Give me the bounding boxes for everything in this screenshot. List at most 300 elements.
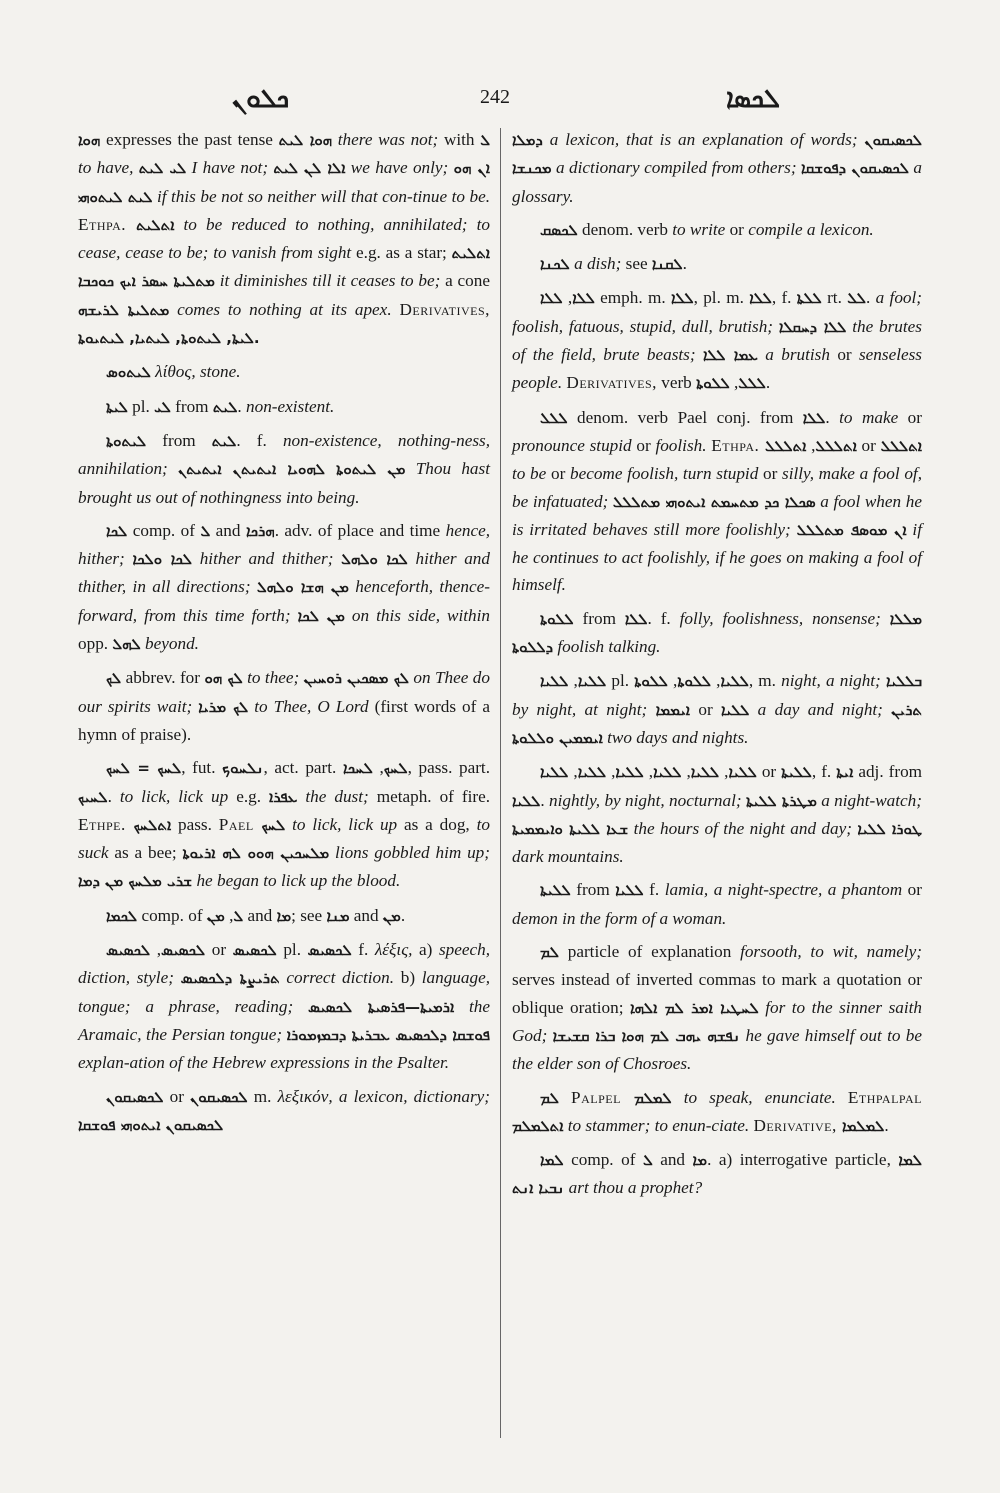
entry-text: to be reduced to nothing, annihilated; to cease, cease to be; to vanish from sight [78,214,490,263]
syriac-word: ܐܬܠܝܬ [451,244,490,263]
entry-text: . [884,1115,889,1135]
syriac-word: ܠܟܣܝܩܘܢ [190,1087,248,1106]
syriac-word: ܠ [642,1151,653,1170]
entry-text: to suck [78,814,490,863]
syriac-word: ܠܩܢܐ [651,255,683,274]
syriac-word: ܠܚܝܟ [78,787,108,806]
entry-text: folly, foolishness, nonsense; [679,608,890,628]
entry-text: it diminishes till it ceases to be; [214,271,446,291]
entry-text: , [562,288,573,308]
entry-text: on this side, within [344,605,491,625]
syriac-word: ܠܟܡܐ [106,906,138,925]
entry-text: or [856,435,881,455]
syriac-word: ܐܬܠܚܟ [125,815,172,834]
dictionary-entry [512,876,922,932]
entry-text: , [372,758,384,778]
entry-text: Ethpe. [78,814,126,834]
syriac-word: ܠܠܝܐ [577,672,607,691]
syriac-word: ܐܠܐ ܠܢ ܠܝܬ [273,159,346,178]
entry-text: I have not; [186,158,274,178]
entry-text: a fool; foolish, fatuous, stupid, dull, brutish; [512,288,923,336]
dictionary-entry [78,902,490,930]
entry-text: compile a lexicon. [748,219,874,239]
syriac-word: ܠܠܝܬܐ [540,881,571,900]
entry-text: art thou a prophet? [564,1178,703,1198]
syriac-word: ܠܠܬܐ [796,289,822,308]
entry-text: . [237,396,247,416]
syriac-word: ܡܢ [382,906,401,925]
entry-text: a dictionary compiled from others; [551,158,802,178]
entry-text: from [146,430,212,450]
syriac-word: ܐܬܠܠܠ [764,436,807,455]
dictionary-entry [78,358,490,386]
syriac-word: ܠܚܟܐ [342,759,373,778]
entry-text: he began to lick up the blood. [192,871,401,891]
entry-text: a brutish [757,345,838,365]
dictionary-entry [78,1083,490,1140]
entry-text: and [243,905,277,925]
entry-text: explan-ation of the Hebrew expressions in the Psalter. [78,1053,450,1073]
entry-text: by night, at night; [512,699,656,719]
syriac-word: ܐܪܡܝܬܐ—ܦܪܣܝܬܐ ܠܟܣܝܣ [308,997,455,1016]
dictionary-entry [512,938,922,1077]
syriac-word: ܠܚܛܝܐ [720,998,759,1017]
syriac-word: ܐܢ ܡܘܣܦ ܡܬܠܠܠ [796,520,907,539]
syriac-word: ܠܝ ܠܝܬ [138,159,187,178]
entry-text: . [825,407,840,427]
entry-text: and [652,1150,693,1170]
syriac-word: ܠܠܝܐ [540,672,569,691]
running-header [70,82,930,118]
entry-text: language, tongue; a phrase, reading; [78,968,490,1016]
syriac-word: ܐܝܬܝܬܢ [178,460,233,479]
syriac-word: ܠܠ [847,289,866,308]
syriac-word: ܠܠܝܐ [728,763,757,782]
entry-text: to make [839,407,908,427]
entry-text: , m. [748,671,782,691]
entry-text: , f. [771,288,797,308]
syriac-word: ܠܟ [106,669,122,688]
dictionary-entry [78,427,490,511]
entry-text: λέξις, [374,940,420,960]
syriac-word: ܐܪܝܘܬܐ [182,844,223,863]
syriac-word: ܠܡ [540,1088,559,1107]
syriac-word: ܠܚܟ [253,815,286,834]
entry-text: or [729,219,749,239]
entry-text: to be [512,464,551,484]
dictionary-entry [78,517,490,658]
entry-text: two days and nights. [602,727,749,747]
entry-text: e.g. [236,786,269,806]
syriac-word: ܐܬܠܝܬ [126,215,175,234]
entry-text: if he continues to act foolishly, if he goes on making a fool of himself. [512,519,922,595]
entry-text: rt. [821,288,848,308]
entry-text: on Thee do our spirits wait; [78,668,490,716]
entry-text: as a dog, [404,814,477,834]
entry-text: , f. [811,762,837,782]
syriac-word: ܠܠܐ [624,609,648,628]
syriac-word: ܡܢܐ [326,906,350,925]
dictionary-entry [512,284,922,397]
syriac-word: ܠܡܐ [540,1151,564,1170]
syriac-word: ܠܠܝܐ [540,763,569,782]
entry-text: Thou hast brought us out of nothingness into being. [78,459,490,507]
entry-text: pronounce stupid [512,435,637,455]
syriac-word: ܡܛܪܬܐ ܠܠܝܬܐ [745,791,817,810]
entry-text: foolish talking. [553,637,661,657]
entry-text: demon in the form of a woman. [512,908,727,928]
entry-text: or [163,1086,191,1106]
entry-text: henceforth, thence-forward, from this time forth; [78,577,491,625]
syriac-word: ܢܦܫܗ ܝܗܒ ܠܡ ܗܘܐ ܒܪܐ ܩܫܝܫܐ [552,1026,741,1045]
syriac-word: ܠܠܘܬܐ [677,672,711,691]
entry-text: we have only; [345,158,454,178]
syriac-word: ܠܠܝܐ [615,763,644,782]
entry-text: the dust; [297,786,377,806]
dictionary-entry [512,758,922,870]
entry-text: forsooth, to wit, namely; [740,942,923,962]
syriac-word: ܡܢ [206,906,225,925]
entry-text: expresses the past tense [100,130,279,149]
syriac-word: ܠܡ [540,943,559,962]
dictionary-entry [512,1146,922,1203]
syriac-word: ܠܡܐ ܢܒܝܐ ܐܢܬ [512,1151,922,1198]
syriac-word: ܐܢ ܗܘ ܠܝܬ [127,159,490,206]
entry-text: he gave himself out to be the elder son of Chosroes. [512,1025,922,1074]
syriac-word: ܠ [233,906,244,925]
syriac-word: ܐܝܬܐ [836,763,854,782]
entry-text: Ethpa. [711,435,760,455]
syriac-word: ܠܝܬ [211,431,237,450]
entry-text: nightly, by night, nocturnal; [549,790,746,810]
syriac-word: ܡܬܠܠܠ [612,492,666,511]
entry-text: lions gobbled him up; [329,843,490,863]
entry-text: hence, hither; [78,520,490,569]
syriac-word: ܠܡܠܡ [620,1088,672,1107]
syriac-word: ܠܝܬܘܣ [106,363,151,382]
header-left-word: ܟܠܘܢ [232,84,290,114]
entry-text: to speak, enunciate. [671,1087,848,1107]
entry-text: night, a night; [781,671,886,691]
entry-text: metaph. of fire. [376,786,491,806]
dictionary-entry [512,216,922,244]
syriac-word: ܫܥܐ ܠܠܝܬܐ ܘܐܝܡܡܝܬܐ [512,819,629,838]
dictionary-entry [512,126,922,210]
entry-text: , [643,762,654,782]
entry-text: , pl. m. [693,288,750,308]
syriac-word: ܗܘܐ [78,131,101,149]
entry-text: ; see [291,905,327,925]
entry-text: . f. [236,430,283,450]
syriac-word: ܛܘܪܐ ܠܠܝܐ [857,819,922,838]
entry-text: λίθος, stone. [150,362,241,382]
entry-text: , [710,671,721,691]
entry-text: to lick, lick up [285,814,404,834]
syriac-word: ܠܟ [393,669,409,688]
entry-text: to Thee, O Lord [248,696,375,716]
entry-text: to have, [78,158,139,178]
entry-text: . [865,288,876,308]
entry-text: denom. verb [577,219,673,239]
entry-text: , [224,905,234,925]
syriac-word: ܠܝܬܘܬܐ [106,431,147,450]
entry-text: from [170,396,213,416]
syriac-word: ܡܣܟܝܢ ܪܘܚܝܢ [303,669,394,688]
syriac-word: ܡܐ [692,1151,708,1170]
entry-text: . f. [647,608,680,628]
entry-text: f. [351,940,375,960]
entry-text: verb [656,373,697,393]
syriac-word: ܠܟܣܝܩܘܢ [106,1087,164,1106]
entry-text: there was not; [332,130,444,149]
entry-text: adj. from [853,762,923,782]
dictionary-entry [78,754,490,895]
syriac-word: ܣܟܠܐ ܟܕ ܡܬܚܡܬ ܐܝܬܘܗܝ [665,492,816,511]
entry-text: as a bee; [114,843,183,863]
dictionary-entry [512,404,922,599]
syriac-word: ܠܠܐ ܕܚܩܠܐ [778,317,847,336]
right-column [512,126,922,1209]
entry-text: become foolish, turn stupid [569,464,763,484]
entry-text: emph. m. [594,288,671,308]
entry-text: pl. [276,940,308,960]
syriac-word: ܠܟܐ ܘܠܗܠ [341,550,408,569]
entry-text: Ethpa. [78,214,127,234]
syriac-word: ܐܡܪ ܠܡ ܐܠܗܐ [630,998,721,1017]
dictionary-entry [512,667,922,752]
syriac-word: ܠܠܠ [738,374,766,393]
entry-text: serves instead of inverted commas to mark a quotation or oblique oration; [512,970,922,1017]
entry-text: or [636,435,656,455]
syriac-word: ܡܢ ܗܫܐ ܘܠܗܠ [256,578,349,597]
entry-text: or [907,880,922,900]
syriac-word: ܐܬܠܠܠ [759,436,857,455]
syriac-word: ܠܠܝܐ [720,672,749,691]
entry-text: senseless people. [512,345,922,393]
syriac-word: ܠܠܘܬܐ [696,374,730,393]
syriac-word: ܡܢ ܕܡܐ [78,872,129,891]
syriac-word: ܠܟܐ ܘܠܟܐ [132,550,193,569]
entry-text: a) [419,940,439,960]
entry-text: or [756,762,782,782]
syriac-word: ܠܠܝܐ [577,763,607,782]
entry-text: non-existence, nothing-ness, annihilation; [78,430,491,479]
syriac-word: ܠܟܣܝܣ [106,941,151,960]
entry-text: foolish. [655,435,712,455]
syriac-word: ܠܠܝܐ [653,763,682,782]
entry-text: , [606,762,616,782]
entry-text: a fool when he is irritated behaves still more foolishly; [512,491,922,539]
syriac-word: ܠܠܘܬܐ [540,609,574,628]
entry-text: Ethpalpal [847,1087,922,1107]
syriac-word: ܠܠܐ [802,408,826,427]
syriac-word: ܕܡܠܐ [512,131,543,149]
syriac-word: ܐܝܡܡܐ [655,700,691,719]
syriac-word: ܠܟܣܩ [540,220,578,239]
syriac-word: ܠܟ ܗܘ [204,669,243,688]
entry-text: hither and thither; [192,549,342,569]
entry-text: from [573,608,625,628]
entry-text: . [540,790,550,810]
entry-text: with [443,130,481,149]
syriac-word: ܠܟ ܡܪܝܐ [198,697,249,716]
syriac-word: ܕܠܟܣܝܣ ܥܒܪܝܬܐ ܕܒܡܙܡܘܪܐ [286,1025,453,1044]
syriac-word: ܡܠܠܐ ܕܠܠܘܬܐ [512,609,922,657]
entry-text: a dish; [569,254,626,274]
entry-text: comp. of [563,1150,643,1170]
dictionary-entry [78,393,490,421]
dictionary-entry [512,605,922,662]
syriac-word: ܠܠܠ [540,408,568,427]
syriac-word: ܠܟܣܝܣ [161,941,206,960]
entry-text: to write [672,219,730,239]
column-divider [500,128,501,1438]
entry-text: and [210,520,246,540]
entry-text: the hours of the night and day; [628,818,858,838]
entry-text: pl. [606,671,635,691]
syriac-word: ܠܠܐ [572,289,595,308]
syriac-word: ܠ [200,521,211,540]
syriac-word: ܡܢ ܠܟܐ [297,606,345,625]
entry-text: . [682,254,687,274]
entry-text: to thee; [242,668,304,688]
dictionary-entry [78,664,490,748]
syriac-word: ܠܠܐ [670,289,694,308]
entry-text: to stammer; to enun-ciate. [563,1115,754,1135]
entry-text: , [150,940,162,960]
entry-text: a lexicon, that is an explanation of words; [542,130,865,149]
syriac-word: ܒܠܠܝܐ [885,672,923,691]
entry-text: , [568,762,578,782]
syriac-word: ܬܪܝܢ ܐܝܡܡܝܢ [559,700,922,747]
syriac-word: ܠܟܢܐ [540,255,570,274]
syriac-word: ܠܠܐ [749,289,772,308]
entry-text: for to the sinner saith God; [512,997,923,1045]
entry-text: see [625,254,652,274]
syriac-word: ܠܠܝܐ [512,791,541,810]
entry-text: Derivatives, [566,373,657,393]
entry-text: silly, make a fool of, be infatuated; [512,464,922,511]
syriac-word: ܡܢ ܠܝܬܘܬܐ ܠܗܘܝܐ ܐܝܬܝܬܢ [232,460,406,479]
entry-text: and [349,905,383,925]
entry-text: . [765,373,771,393]
syriac-word: ܠܠܝܬܐ [781,763,812,782]
entry-text: or [550,464,570,484]
syriac-word: ܠܚܟ = ܠܚܟ [106,759,182,778]
syriac-word: ܡܠܚܟܝܢ ܗܘܘ ܠܗ [222,844,330,863]
dictionary-entry [78,126,490,352]
syriac-word: ܥܡܐ ܠܠܐ [702,346,758,365]
entry-text: Derivative, [753,1115,837,1135]
entry-text: , [719,762,729,782]
left-column [78,126,490,1145]
syriac-word: ܠܚܟ [383,759,408,778]
syriac-word: ܦܘܫܩܐ [452,1025,490,1044]
entry-text: pass. [171,814,219,834]
entry-text: . [400,905,406,925]
entry-text: comp. of [137,905,207,925]
entry-text: or [837,345,859,365]
syriac-word: ܠܝܬܘܬܐ, ܠܝܬܝܐ, ܠܝܬܝܘܬܐ. [78,329,260,348]
syriac-word: ܠܝܬܐ, [226,329,254,348]
entry-text: opp. [78,634,113,654]
syriac-word: ܠܟܣܝܩܘܢ ܡܟܢܫܐ [512,131,922,178]
entry-text: . a) interrogative particle, [707,1150,899,1170]
entry-text: Palpel [558,1087,621,1107]
entry-text: (first words of a hymn of praise). [78,696,490,744]
entry-text: abbrev. for [121,668,205,688]
syriac-word: ܠܝܬܐ [106,397,128,416]
syriac-word: ܡܬܠܝܬܐ ܚܣܪ ܐܝܟ ܟܘܟܒܐ [78,272,215,291]
syriac-word: ܠܗܠ [112,635,141,654]
syriac-word: ܗܘܐ ܠܝܬ [278,131,333,149]
entry-text: a cone [445,271,491,291]
syriac-word: ܢܠܚܘܟ [222,759,264,778]
entry-text: , [806,435,816,455]
entry-text: comp. of [127,520,201,540]
syriac-word: ܠܠܝܐ [690,763,720,782]
entry-text: pl. [127,396,155,416]
header-right-word: ܠܟܣܐ [725,84,780,114]
entry-text: b) [400,968,422,988]
entry-text: , pass. part. [407,758,490,778]
entry-text: or [762,464,782,484]
syriac-word: ܠܡܠܡܐ [836,1116,885,1135]
syriac-word: ܠܠܐ [540,289,563,308]
entry-text: f. [643,880,665,900]
entry-text: e.g. as a star; [356,243,452,263]
entry-text: λεξικόν, a lexicon, dictionary; [277,1086,490,1106]
entry-text: to lick, lick up [119,786,237,806]
entry-text: m. [247,1086,278,1106]
entry-text: if this be not so neither will that con-tinue to be. [152,186,490,206]
entry-text: particle of explanation [558,942,741,962]
syriac-word: ܗܪܟܐ [245,521,275,540]
syriac-word: ܠܠܝܐ [615,881,644,900]
entry-text: or [205,940,233,960]
syriac-word: ܠܝܬܘܗܝ [78,187,128,206]
syriac-word: ܘܠܠܘܬܐ [512,728,560,747]
entry-text: . [107,786,120,806]
syriac-word: ܠܝܬ [212,397,238,416]
entry-text: the brutes of the field, brute beasts; [512,316,922,365]
syriac-word: ܠܟܣܝܩܘܢ ܐܝܬܘܗܝ ܦܘܫܩܐ [78,1115,224,1134]
syriac-word: ܡܬܠܝܬܐ ܠܪܝܫܗ [78,300,170,319]
syriac-word: ܬܪܝܨܬܐ [239,969,280,988]
entry-text: Derivatives, [399,299,490,319]
syriac-word: ܠܟܣܝܣ [307,941,352,960]
entry-text: non-existent. [246,396,335,416]
entry-text: the Aramaic, the Persian tongue; [78,996,491,1044]
entry-text: , act. part. [263,758,343,778]
syriac-word: ܠܠܝܐ [721,700,750,719]
syriac-word: ܐܬܠܠܠ [880,436,923,455]
entry-text: Pael [218,814,254,834]
entry-text: from [570,880,616,900]
syriac-word: ܫܪܝ ܡܠܚܟ [128,872,193,891]
entry-text: a day and night; [749,699,892,719]
syriac-word: ܠܟܣܝܣ [232,941,277,960]
entry-text: or [907,407,922,427]
entry-text: a night-watch; [816,790,922,810]
entry-text: . adv. of place and time [274,520,446,540]
dictionary-entry [78,936,490,1076]
syriac-word: ܡܐ [276,906,292,925]
entry-text: , [667,671,678,691]
entry-text: lamia, a night-spectre, a phantom [664,880,908,900]
syriac-word: ܠܟܐ [106,521,128,540]
entry-text: denom. verb Pael conj. from [567,407,803,427]
